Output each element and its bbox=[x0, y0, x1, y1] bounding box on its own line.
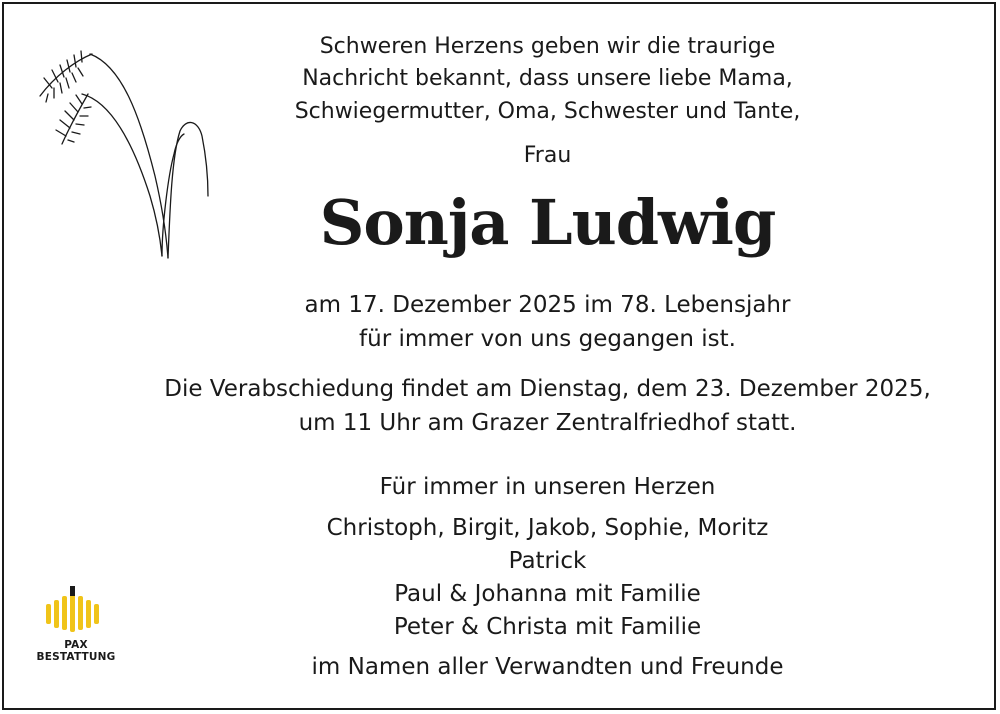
farewell-line: um 11 Uhr am Grazer Zentralfriedhof statt. bbox=[298, 410, 797, 436]
motto: Für immer in unseren Herzen bbox=[379, 474, 716, 500]
farewell-line: Die Verabschiedung findet am Dienstag, dem 23. Dezember 2025, bbox=[164, 376, 931, 402]
mourner-line: Peter & Christa mit Familie bbox=[393, 614, 702, 640]
intro-line: Schweren Herzens geben wir die traurige bbox=[319, 34, 776, 59]
pax-candles-icon bbox=[34, 586, 118, 634]
mourner-line: Christoph, Birgit, Jakob, Sophie, Moritz bbox=[326, 515, 769, 541]
death-line: am 17. Dezember 2025 im 78. Lebensjahr bbox=[304, 292, 791, 318]
mourner-line: Patrick bbox=[508, 548, 587, 574]
closing-line: im Namen aller Verwandten und Freunde bbox=[311, 654, 784, 680]
deceased-name: Sonja Ludwig bbox=[319, 186, 776, 259]
intro-line: Schwiegermutter, Oma, Schwester und Tante, bbox=[294, 99, 801, 124]
intro-line: Nachricht bekannt, dass unsere liebe Mama, bbox=[302, 66, 793, 91]
logo-line-1: PAX bbox=[64, 639, 88, 651]
death-line: für immer von uns gegangen ist. bbox=[359, 326, 736, 352]
mourner-line: Paul & Johanna mit Familie bbox=[394, 581, 701, 607]
title-prefix: Frau bbox=[523, 143, 572, 168]
pax-bestattung-logo bbox=[34, 586, 118, 663]
logo-line-2: BESTATTUNG bbox=[36, 651, 116, 663]
